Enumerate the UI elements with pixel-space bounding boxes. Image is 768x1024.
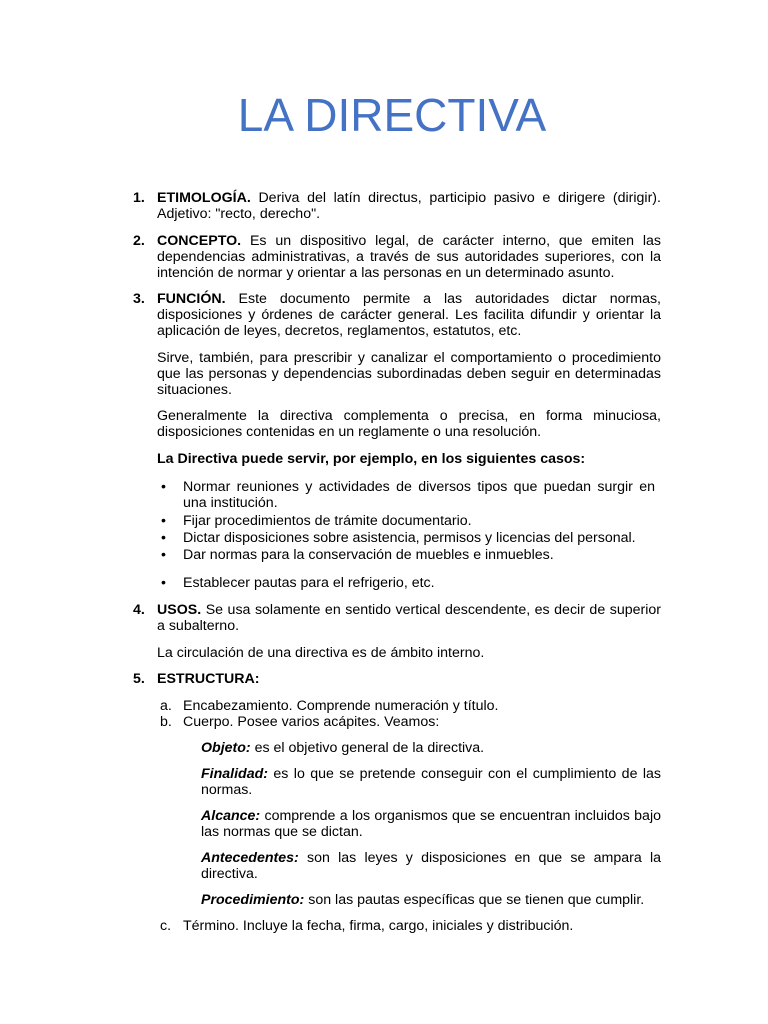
section-estructura <box>133 671 661 687</box>
body-section-label: Procedimiento: <box>201 891 305 908</box>
body-section-objeto <box>133 740 661 756</box>
part-text: Cuerpo. Posee varios acápites. Veamos: <box>183 713 440 730</box>
page-title: LA DIRECTIVA <box>237 89 547 141</box>
list-item <box>157 575 655 591</box>
body-section-finalidad <box>133 766 661 798</box>
part-text: Encabezamiento. Comprende numeración y título. <box>183 697 499 714</box>
structure-part-c <box>133 918 661 934</box>
list-item-text: Fijar procedimientos de trámite documentario. <box>183 512 472 529</box>
section-label: ESTRUCTURA: <box>157 671 260 688</box>
document-body <box>133 190 661 934</box>
section-funcion <box>133 291 661 339</box>
structure-part-b <box>133 714 661 730</box>
section-etimologia <box>133 190 661 222</box>
body-section-text: son las pautas específicas que se tienen que cumplir. <box>308 891 645 908</box>
section-label: CONCEPTO. <box>157 232 242 249</box>
body-section-text: son las leyes y disposiciones en que se ampara la directiva. <box>201 849 661 882</box>
part-letter: c. <box>160 917 172 934</box>
section-text: Es un dispositivo legal, de carácter interno, que emiten las dependencias administrativas, a través de sus autoridades superiores, con la intención de normar y orientar a las personas en un determinado asunto. <box>157 232 661 281</box>
body-section-label: Finalidad: <box>201 765 268 782</box>
list-item-text: Establecer pautas para el refrigerio, etc. <box>183 574 435 591</box>
bullet-icon: • <box>161 546 166 563</box>
list-item <box>157 530 655 546</box>
section-usos <box>133 602 661 634</box>
section-number: 5. <box>133 671 145 688</box>
body-section-text: es lo que se pretende conseguir con el cumplimiento de las normas. <box>201 765 661 798</box>
body-section-label: Antecedentes: <box>201 849 299 866</box>
paragraph: Sirve, también, para prescribir y canalizar el comportamiento o procedimiento que las personas y dependencias subordinadas deben seguir en determinadas situaciones. <box>157 349 661 398</box>
bullet-icon: • <box>161 574 166 591</box>
section-number: 4. <box>133 601 145 618</box>
section-number: 1. <box>133 190 145 206</box>
body-section-label: Objeto: <box>201 739 251 756</box>
section-label: USOS. <box>157 601 202 618</box>
section-concepto <box>133 233 661 281</box>
section-number: 3. <box>133 291 145 308</box>
section-text: Deriva del latín directus, participio pasivo e dirigere (dirigir). Adjetivo: "recto, derecho". <box>157 190 661 222</box>
list-item-text: Dar normas para la conservación de muebles e inmuebles. <box>183 546 554 563</box>
body-section-antecedentes <box>133 850 661 882</box>
section-label: FUNCIÓN. <box>157 291 226 308</box>
body-section-procedimiento <box>133 892 661 908</box>
list-item-text: Normar reuniones y actividades de diversos tipos que puedan surgir en una institución. <box>183 478 655 511</box>
body-section-alcance <box>133 808 661 840</box>
body-section-text: comprende a los organismos que se encuentran incluidos bajo las normas que se dictan. <box>201 807 661 840</box>
paragraph: Generalmente la directiva complementa o precisa, en forma minuciosa, disposiciones contenidas en un reglamente o una resolución. <box>157 408 661 441</box>
section-text: Se usa solamente en sentido vertical descendente, es decir de superior a subalterno. <box>157 601 661 634</box>
part-letter: b. <box>160 713 172 730</box>
bullet-icon: • <box>161 478 166 495</box>
list-item <box>157 547 655 563</box>
structure-part-a <box>133 698 661 714</box>
section-text: Este documento permite a las autoridades dictar normas, disposiciones y órdenes de carácter general. Les facilita difundir y orientar la aplicación de leyes, decretos, reglamentos, estatutos, etc. <box>157 291 661 340</box>
body-section-text: es el objetivo general de la directiva. <box>254 739 485 756</box>
list-item <box>157 513 655 529</box>
list-item <box>157 479 655 511</box>
bullet-icon: • <box>161 512 166 529</box>
section-label: ETIMOLOGÍA. <box>157 190 251 206</box>
part-text: Término. Incluye la fecha, firma, cargo, iniciales y distribución. <box>183 917 574 934</box>
body-section-label: Alcance: <box>201 807 261 824</box>
section-number: 2. <box>133 232 145 249</box>
bullet-icon: • <box>161 529 166 546</box>
paragraph: La circulación de una directiva es de ámbito interno. <box>157 644 485 661</box>
cases-list <box>157 479 661 591</box>
cases-heading: La Directiva puede servir, por ejemplo, en los siguientes casos: <box>157 450 586 467</box>
part-letter: a. <box>160 697 172 714</box>
list-item-text: Dictar disposiciones sobre asistencia, permisos y licencias del personal. <box>183 529 636 546</box>
